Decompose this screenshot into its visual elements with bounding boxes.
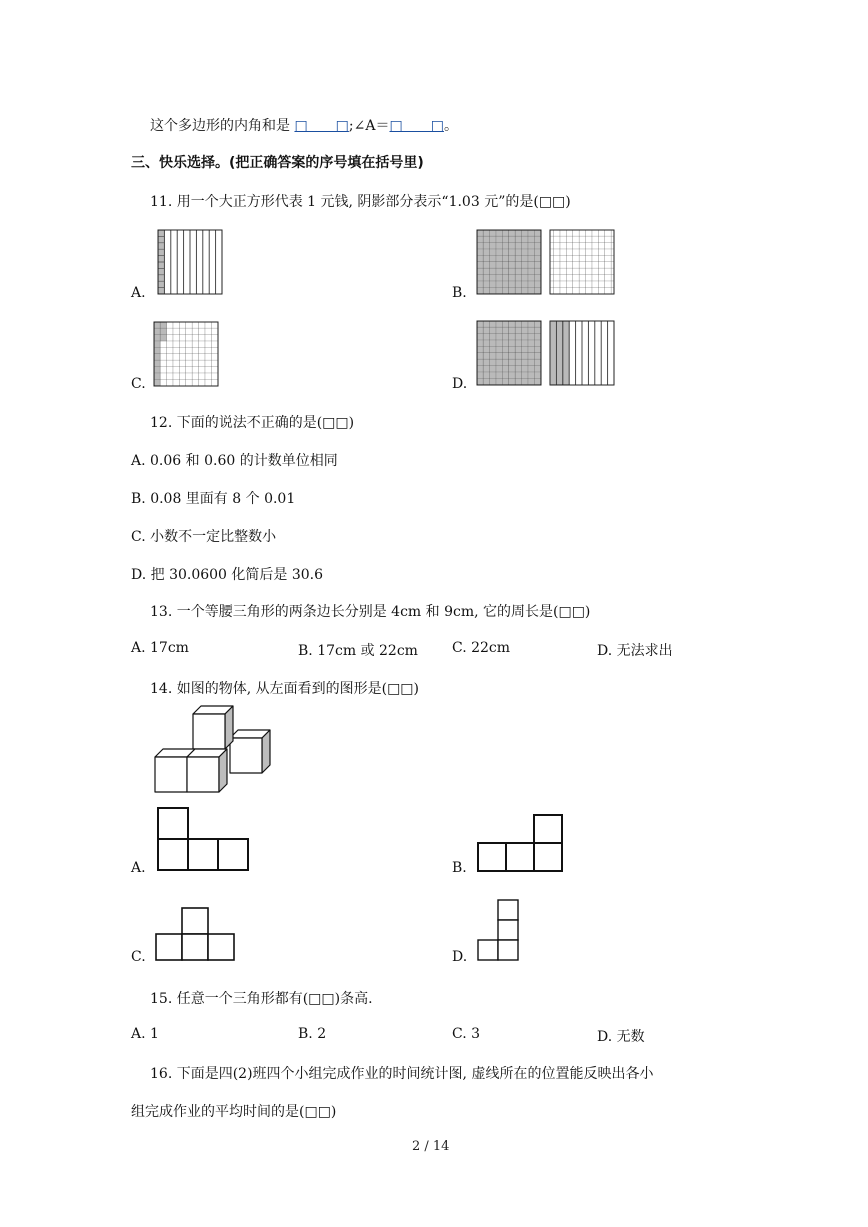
q14-option-c-figure xyxy=(155,907,237,963)
q14-option-d-label[interactable]: D. xyxy=(452,949,468,965)
q12-option-a[interactable]: A. 0.06 和 0.60 的计数单位相同 xyxy=(131,453,338,469)
q11-option-d-label[interactable]: D. xyxy=(452,376,468,392)
q16-stem-line-1: 16. 下面是四(2)班四个小组完成作业的时间统计图, 虚线所在的位置能反映出各小 xyxy=(150,1066,654,1082)
q11-option-d-figure xyxy=(477,321,617,387)
page-number: 2 / 14 xyxy=(412,1139,450,1154)
q10-text-b: ;∠A＝ xyxy=(348,118,390,134)
q14-option-a-label[interactable]: A. xyxy=(131,860,146,876)
q10-text-c: 。 xyxy=(443,118,458,134)
q14-option-a-figure xyxy=(157,807,253,873)
q15-stem: 15. 任意一个三角形都有(□□)条高. xyxy=(150,991,373,1007)
q11-option-a-label[interactable]: A. xyxy=(131,285,146,301)
q13-option-b[interactable]: B. 17cm 或 22cm xyxy=(298,643,418,659)
q15-option-c[interactable]: C. 3 xyxy=(452,1026,481,1042)
q15-option-a[interactable]: A. 1 xyxy=(131,1026,159,1042)
q12-option-c[interactable]: C. 小数不一定比整数小 xyxy=(131,529,277,545)
q14-option-b-figure xyxy=(477,814,567,874)
q11-option-b-label[interactable]: B. xyxy=(452,285,467,301)
q15-option-d[interactable]: D. 无数 xyxy=(597,1029,645,1045)
q12-option-b[interactable]: B. 0.08 里面有 8 个 0.01 xyxy=(131,491,296,507)
q11-option-a-figure xyxy=(158,230,224,296)
q14-option-b-label[interactable]: B. xyxy=(452,860,467,876)
q10-line xyxy=(150,115,458,135)
q11-stem: 11. 用一个大正方形代表 1 元钱, 阴影部分表示“1.03 元”的是(□□) xyxy=(150,194,571,210)
q14-option-c-label[interactable]: C. xyxy=(131,949,146,965)
section-3-title: 三、快乐选择。(把正确答案的序号填在括号里) xyxy=(131,155,424,171)
q13-option-d[interactable]: D. 无法求出 xyxy=(597,643,673,659)
q13-stem: 13. 一个等腰三角形的两条边长分别是 4cm 和 9cm, 它的周长是(□□) xyxy=(150,604,591,620)
q15-option-b[interactable]: B. 2 xyxy=(298,1026,327,1042)
q13-option-a[interactable]: A. 17cm xyxy=(131,640,189,656)
q11-option-c-figure xyxy=(154,322,220,388)
q14-cube-object xyxy=(150,705,275,797)
q14-option-d-figure xyxy=(477,899,523,963)
q14-stem: 14. 如图的物体, 从左面看到的图形是(□□) xyxy=(150,681,419,697)
q10-blank-2[interactable]: □ □ xyxy=(389,118,444,134)
q16-stem-line-2: 组完成作业的平均时间的是(□□) xyxy=(131,1104,337,1120)
q13-option-c[interactable]: C. 22cm xyxy=(452,640,511,656)
q11-option-b-figure xyxy=(477,230,617,296)
q12-option-d[interactable]: D. 把 30.0600 化简后是 30.6 xyxy=(131,567,324,583)
q11-option-c-label[interactable]: C. xyxy=(131,376,146,392)
q10-blank-1[interactable]: □ □ xyxy=(294,118,349,134)
q12-stem: 12. 下面的说法不正确的是(□□) xyxy=(150,415,355,431)
q10-text-a: 这个多边形的内角和是 xyxy=(150,118,295,134)
